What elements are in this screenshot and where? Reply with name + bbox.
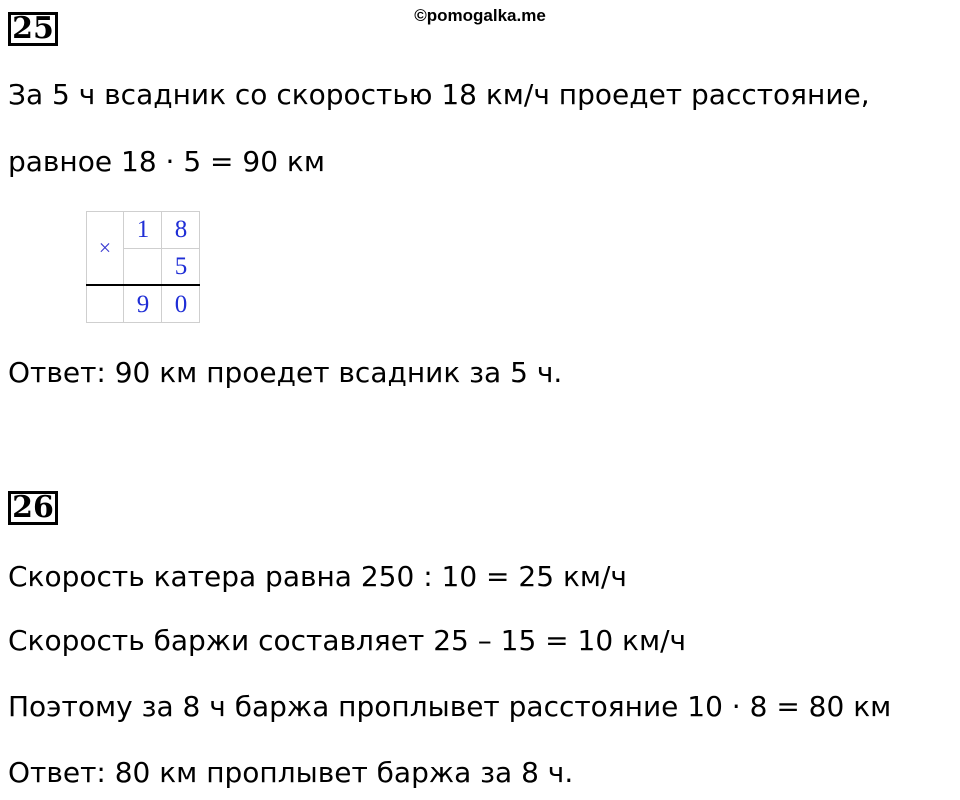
task25-line-1: За 5 ч всадник со скоростью 18 км/ч проедет расстояние, <box>8 78 870 111</box>
digit-cell: 1 <box>136 216 150 243</box>
digit-cell: 0 <box>174 291 188 318</box>
task25-line-2: равное 18 · 5 = 90 км <box>8 145 325 178</box>
digit-cell: 8 <box>174 216 188 243</box>
multiplication-calculation <box>86 211 200 323</box>
task26-answer: Ответ: 80 км проплывет баржа за 8 ч. <box>8 756 574 789</box>
digit-cell: 5 <box>174 253 188 280</box>
watermark: ©pomogalka.me <box>414 6 546 25</box>
task25-answer: Ответ: 90 км проедет всадник за 5 ч. <box>8 356 563 389</box>
task26-line-3: Поэтому за 8 ч баржа проплывет расстояние 10 · 8 = 80 км <box>8 690 892 723</box>
task-number-25: 25 <box>8 12 58 46</box>
grid-line <box>86 211 87 323</box>
multiply-operator: × <box>98 235 112 260</box>
task26-line-2: Скорость баржи составляет 25 – 15 = 10 км/ч <box>8 624 687 657</box>
task26-line-1: Скорость катера равна 250 : 10 = 25 км/ч <box>8 560 627 593</box>
digit-cell: 9 <box>136 291 150 318</box>
task-number-26: 26 <box>8 491 58 525</box>
